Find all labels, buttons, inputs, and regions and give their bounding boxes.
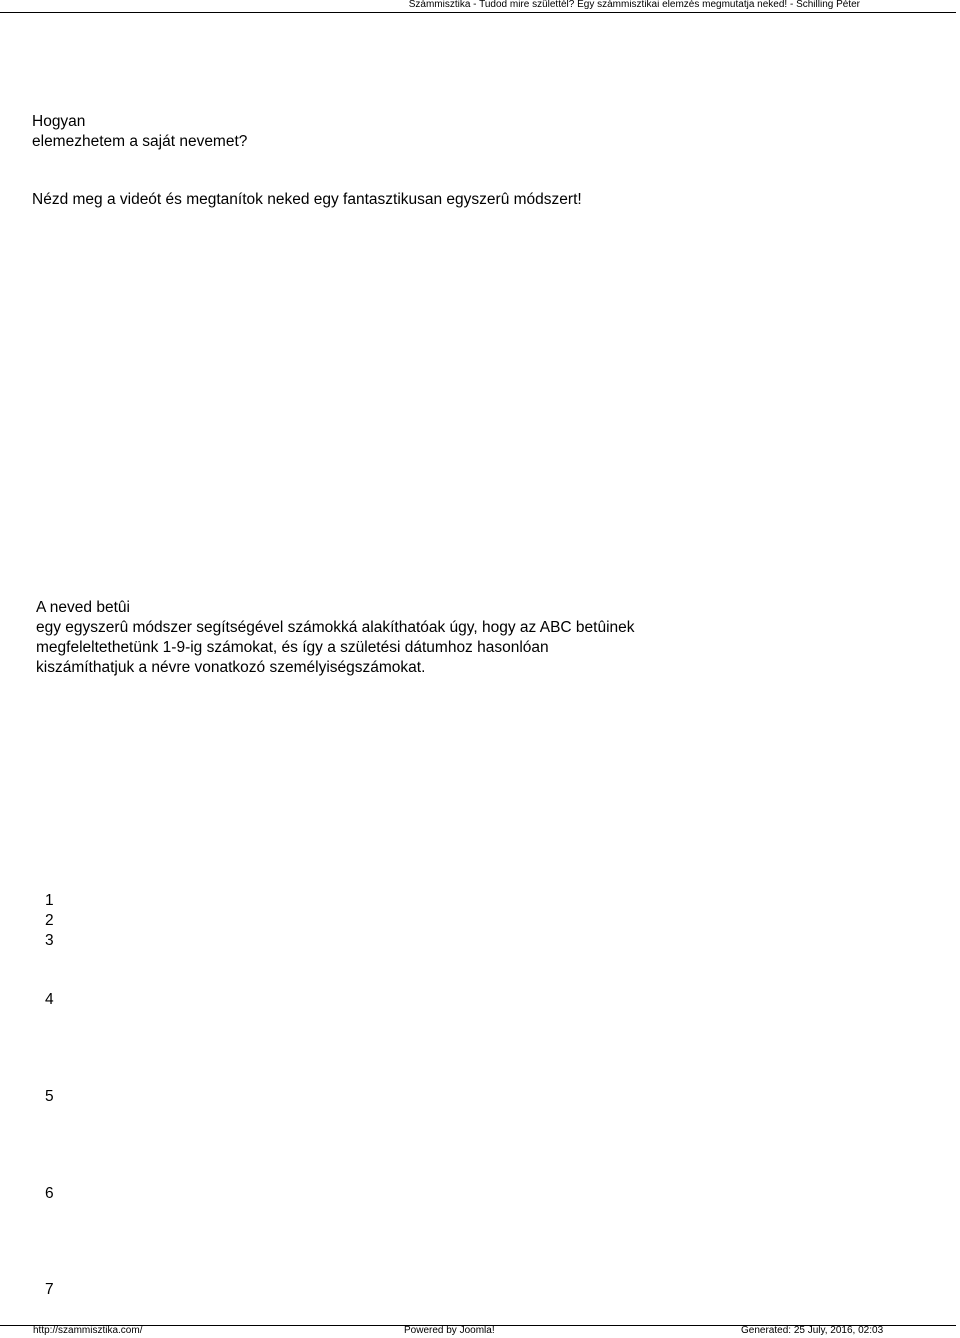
number-2: 2 xyxy=(45,912,54,929)
number-3: 3 xyxy=(45,932,54,949)
number-7: 7 xyxy=(45,1281,54,1298)
paragraph-line-2: egy egyszerû módszer segítségével számokká alakíthatóak úgy, hogy az ABC betûinek xyxy=(36,619,635,636)
intro-line-1: Hogyan xyxy=(32,113,86,130)
number-5: 5 xyxy=(45,1088,54,1105)
footer-powered-by: Powered by Joomla! xyxy=(404,1325,495,1336)
intro-heading xyxy=(32,112,247,152)
number-6: 6 xyxy=(45,1185,54,1202)
footer-url-link[interactable]: http://szammisztika.com/ xyxy=(33,1325,143,1336)
number-1: 1 xyxy=(45,892,54,909)
number-4: 4 xyxy=(45,991,54,1008)
paragraph-line-4: kiszámíthatjuk a névre vonatkozó személyiségszámokat. xyxy=(36,659,426,676)
paragraph-line-3: megfeleltethetünk 1-9-ig számokat, és így a születési dátumhoz hasonlóan xyxy=(36,639,549,656)
header-title: Számmisztika - Tudod mire születtél? Egy számmisztikai elemzés megmutatja neked! - Schilling Péter xyxy=(408,0,860,10)
intro-line-2: elemezhetem a saját nevemet? xyxy=(32,133,248,150)
name-analysis-paragraph xyxy=(36,598,635,678)
footer-generated-date: Generated: 25 July, 2016, 02:03 xyxy=(741,1325,884,1336)
video-call-to-action: Nézd meg a videót és megtanítok neked egy fantasztikusan egyszerû módszert! xyxy=(32,191,582,208)
page-header xyxy=(0,0,956,13)
paragraph-line-1: A neved betûi xyxy=(36,599,130,616)
